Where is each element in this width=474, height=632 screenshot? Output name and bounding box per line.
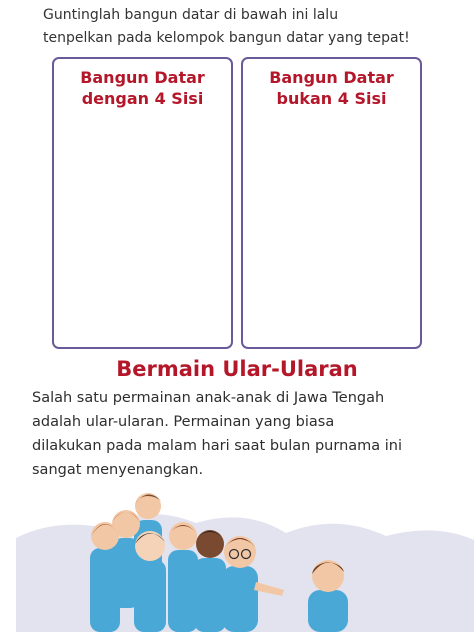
story-paragraph <box>32 386 462 482</box>
instruction-text <box>43 4 463 50</box>
child-figure-6 <box>194 530 226 632</box>
box-non-four-sided-shapes <box>241 57 422 349</box>
story-line-2: adalah ular-ularan. Permainan yang biasa <box>32 414 335 430</box>
box-non-four-sided-title-line-1: Bangun Datar <box>269 68 394 87</box>
child-figure-3 <box>90 522 120 632</box>
child-figure-5 <box>168 522 198 632</box>
child-figure-4 <box>134 531 166 632</box>
child-figure-catcher <box>308 560 348 632</box>
box-non-four-sided-title-line-2: bukan 4 Sisi <box>276 89 387 108</box>
instruction-line-1: Guntinglah bangun datar di bawah ini lalu <box>43 7 339 23</box>
story-line-1: Salah satu permainan anak-anak di Jawa Tengah <box>32 390 385 406</box>
box-four-sided-title-line-2: dengan 4 Sisi <box>81 89 204 108</box>
box-four-sided-title-line-1: Bangun Datar <box>80 68 205 87</box>
instruction-line-2: tenpelkan pada kelompok bangun datar yang tepat! <box>43 30 410 46</box>
box-four-sided-shapes <box>52 57 233 349</box>
box-non-four-sided-title <box>243 67 420 109</box>
story-line-4: sangat menyenangkan. <box>32 462 204 478</box>
box-four-sided-title <box>54 67 231 109</box>
story-line-3: dilakukan pada malam hari saat bulan purnama ini <box>32 438 403 454</box>
children-playing-illustration <box>16 478 474 632</box>
section-title: Bermain Ular-Ularan <box>116 357 358 381</box>
